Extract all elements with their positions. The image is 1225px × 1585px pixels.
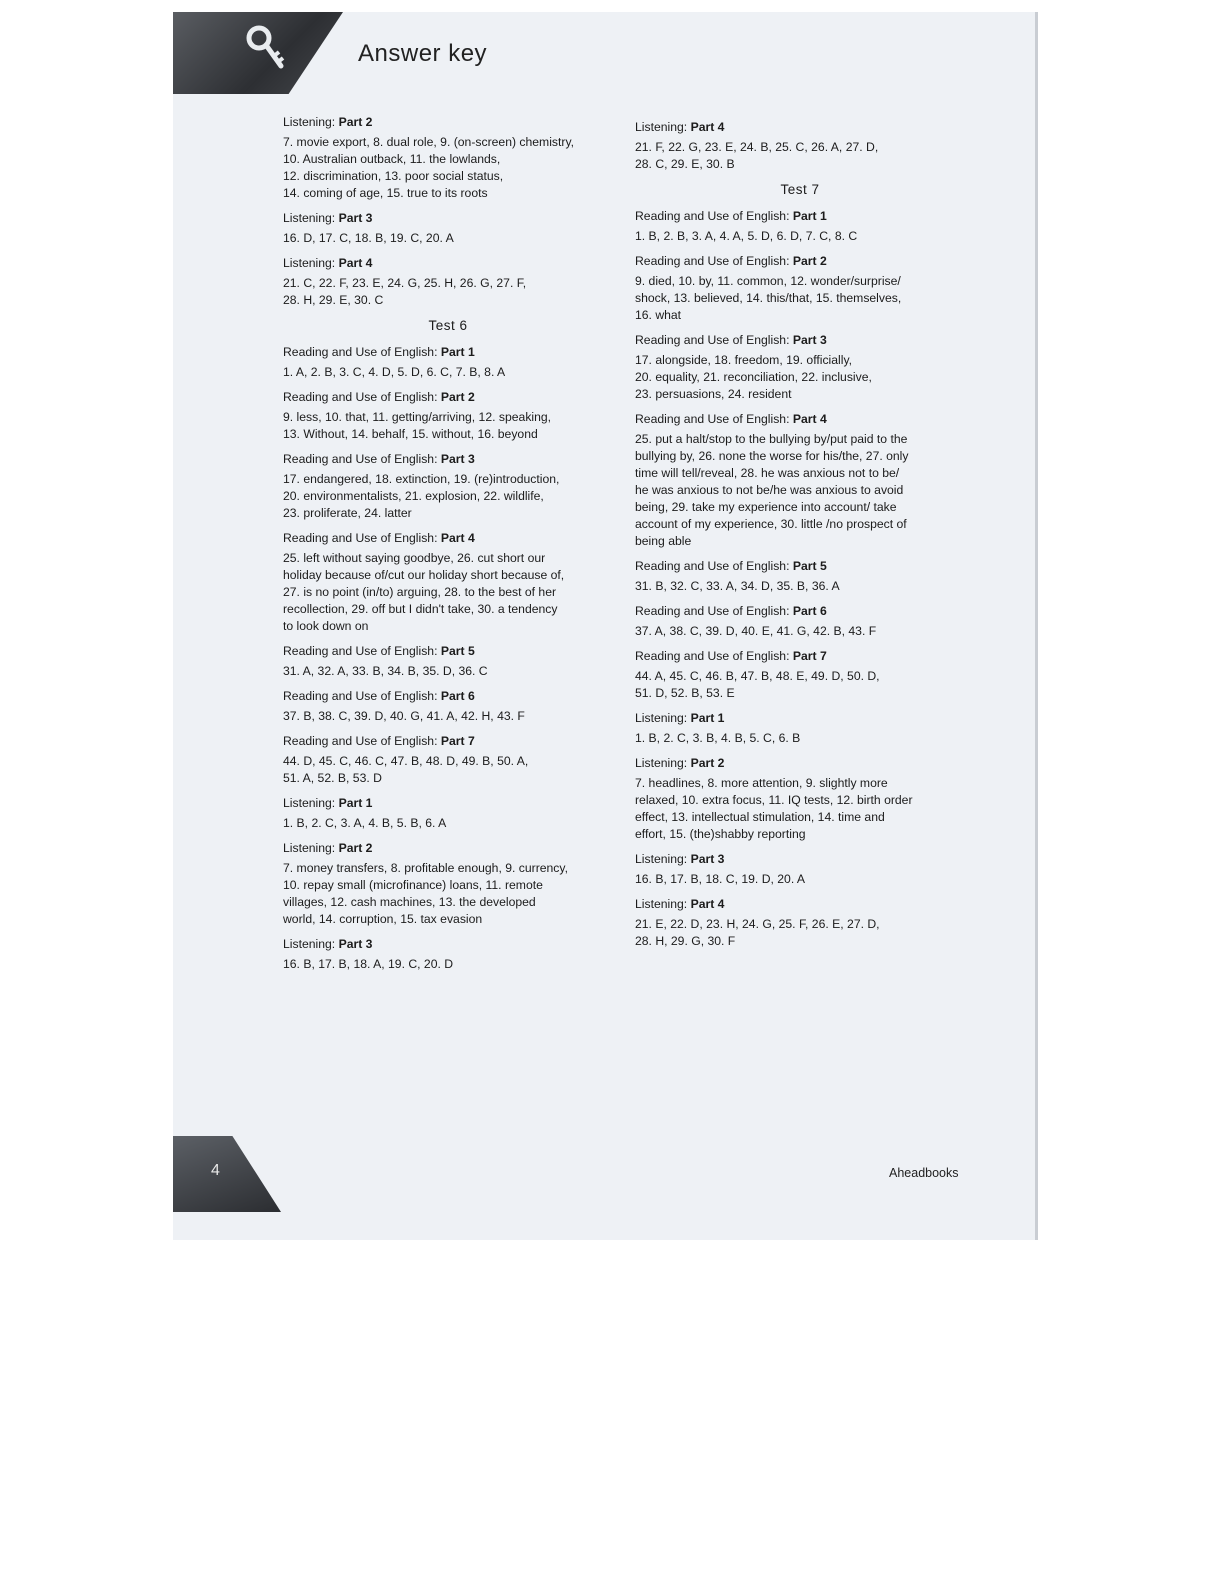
- answer-section: [635, 119, 965, 173]
- heading-part: Part 1: [338, 796, 373, 810]
- heading-part: Part 4: [690, 120, 725, 134]
- section-heading: [635, 208, 965, 225]
- answers-text: 21. E, 22. D, 23. H, 24. G, 25. F, 26. E, 27. D, 28. H, 29. G, 30. F: [635, 917, 880, 948]
- heading-part: Part 4: [440, 531, 475, 545]
- answers-text: 1. B, 2. B, 3. A, 4. A, 5. D, 6. D, 7. C, 8. C: [635, 229, 858, 243]
- heading-part: Part 7: [440, 734, 475, 748]
- section-heading: [283, 389, 613, 406]
- section-heading: [283, 688, 613, 705]
- answer-section: [283, 795, 613, 832]
- section-heading: [635, 411, 965, 428]
- heading-part: Part 1: [440, 345, 475, 359]
- answers-text: 25. left without saying goodbye, 26. cut short our holiday because of/cut our holiday short because of, 27. is no point (in/to) arguing, 28. to the best of her recollection, 29. off but I didn't take, 30. a tendency to look down on: [283, 551, 565, 633]
- heading-label: Reading and Use of English:: [635, 209, 790, 223]
- answer-section: [283, 733, 613, 787]
- section-heading: [283, 344, 613, 361]
- section-heading: [283, 114, 613, 131]
- heading-part: Part 2: [792, 254, 827, 268]
- answer-section: [283, 451, 613, 522]
- heading-label: Listening:: [635, 711, 688, 725]
- heading-part: Part 2: [690, 756, 725, 770]
- answer-section: [635, 896, 965, 950]
- section-heading: [635, 755, 965, 772]
- answer-section: [283, 210, 613, 247]
- heading-part: Part 5: [792, 559, 827, 573]
- heading-label: Listening:: [283, 796, 336, 810]
- heading-label: Listening:: [283, 937, 336, 951]
- heading-label: Reading and Use of English:: [635, 649, 790, 663]
- heading-part: Part 3: [690, 852, 725, 866]
- test-heading: Test 7: [780, 182, 820, 197]
- answer-section: [635, 710, 965, 747]
- footer-brand: Aheadbooks: [889, 1166, 959, 1180]
- scanned-page: [173, 12, 1038, 1240]
- heading-label: Listening:: [283, 211, 336, 225]
- heading-label: Listening:: [283, 115, 336, 129]
- section-heading: [283, 255, 613, 272]
- heading-label: Reading and Use of English:: [283, 689, 438, 703]
- answer-section: [283, 643, 613, 680]
- page-title: Answer key: [358, 40, 488, 67]
- heading-part: Part 1: [792, 209, 827, 223]
- heading-part: Part 3: [338, 211, 373, 225]
- section-heading: [635, 896, 965, 913]
- answer-section: [635, 253, 965, 324]
- answer-section: [635, 411, 965, 550]
- heading-part: Part 3: [792, 333, 827, 347]
- section-heading: [635, 332, 965, 349]
- answers-text: 7. headlines, 8. more attention, 9. slightly more relaxed, 10. extra focus, 11. IQ tests, 12. birth order effect, 13. intellectual stimulation, 14. time and effort, 15. (the)shabby reporting: [635, 776, 913, 841]
- section-heading: [283, 795, 613, 812]
- heading-label: Reading and Use of English:: [283, 345, 438, 359]
- section-heading: [635, 710, 965, 727]
- right-column: [635, 119, 965, 958]
- answer-section: [635, 332, 965, 403]
- answers-text: 16. D, 17. C, 18. B, 19. C, 20. A: [283, 231, 454, 245]
- heading-label: Reading and Use of English:: [283, 734, 438, 748]
- section-heading: [283, 210, 613, 227]
- section-heading: [635, 558, 965, 575]
- section-heading: [283, 643, 613, 660]
- answers-text: 31. A, 32. A, 33. B, 34. B, 35. D, 36. C: [283, 664, 488, 678]
- heading-part: Part 6: [792, 604, 827, 618]
- answers-text: 37. B, 38. C, 39. D, 40. G, 41. A, 42. H, 43. F: [283, 709, 525, 723]
- heading-part: Part 4: [792, 412, 827, 426]
- answer-section: [283, 389, 613, 443]
- footer-decoration: [173, 1136, 281, 1212]
- heading-part: Part 3: [338, 937, 373, 951]
- heading-part: Part 2: [338, 115, 373, 129]
- heading-label: Listening:: [283, 256, 336, 270]
- answer-section: [635, 755, 965, 843]
- section-heading: [283, 840, 613, 857]
- heading-part: Part 2: [338, 841, 373, 855]
- heading-label: Reading and Use of English:: [635, 604, 790, 618]
- answers-text: 17. alongside, 18. freedom, 19. officially, 20. equality, 21. reconciliation, 22. inclusive, 23. persuasions, 24. resident: [635, 353, 872, 401]
- answers-text: 1. B, 2. C, 3. A, 4. B, 5. B, 6. A: [283, 816, 447, 830]
- heading-part: Part 5: [440, 644, 475, 658]
- answers-text: 21. F, 22. G, 23. E, 24. B, 25. C, 26. A, 27. D, 28. C, 29. E, 30. B: [635, 140, 879, 171]
- heading-part: Part 6: [440, 689, 475, 703]
- heading-part: Part 2: [440, 390, 475, 404]
- heading-label: Reading and Use of English:: [283, 531, 438, 545]
- answers-text: 44. A, 45. C, 46. B, 47. B, 48. E, 49. D, 50. D, 51. D, 52. B, 53. E: [635, 669, 880, 700]
- answer-section: [283, 344, 613, 381]
- answer-section: [283, 530, 613, 635]
- heading-part: Part 3: [440, 452, 475, 466]
- heading-part: Part 4: [338, 256, 373, 270]
- section-heading: [635, 648, 965, 665]
- answer-section: [283, 688, 613, 725]
- answer-section: [635, 851, 965, 888]
- heading-label: Reading and Use of English:: [635, 412, 790, 426]
- answers-text: 25. put a halt/stop to the bullying by/put paid to the bullying by, 26. none the worse for his/the, 27. only time will tell/reveal, 28. he was anxious not to be/ he was anxious to not be/he was anxious to avoid being, 29. take my experience into account/ take account of my experience, 30. little /no prospect of being able: [635, 432, 909, 548]
- answers-text: 1. B, 2. C, 3. B, 4. B, 5. C, 6. B: [635, 731, 801, 745]
- heading-part: Part 7: [792, 649, 827, 663]
- section-heading: [283, 733, 613, 750]
- section-heading: [283, 530, 613, 547]
- answers-text: 9. died, 10. by, 11. common, 12. wonder/surprise/ shock, 13. believed, 14. this/that, 15. themselves, 16. what: [635, 274, 902, 322]
- heading-label: Listening:: [635, 897, 688, 911]
- section-heading: [635, 119, 965, 136]
- heading-label: Listening:: [283, 841, 336, 855]
- heading-label: Reading and Use of English:: [283, 452, 438, 466]
- answer-section: [635, 208, 965, 245]
- answer-section: [283, 936, 613, 973]
- heading-label: Listening:: [635, 120, 688, 134]
- heading-label: Reading and Use of English:: [635, 333, 790, 347]
- section-heading: [635, 603, 965, 620]
- heading-part: Part 1: [690, 711, 725, 725]
- answers-text: 16. B, 17. B, 18. C, 19. D, 20. A: [635, 872, 806, 886]
- answers-text: 9. less, 10. that, 11. getting/arriving, 12. speaking, 13. Without, 14. behalf, 15. without, 16. beyond: [283, 410, 552, 441]
- answers-text: 37. A, 38. C, 39. D, 40. E, 41. G, 42. B, 43. F: [635, 624, 877, 638]
- answers-text: 16. B, 17. B, 18. A, 19. C, 20. D: [283, 957, 454, 971]
- page-number: 4: [211, 1162, 220, 1179]
- answer-section: [635, 603, 965, 640]
- section-heading: [283, 451, 613, 468]
- key-icon: [243, 22, 287, 79]
- answer-section: [283, 255, 613, 309]
- heading-label: Reading and Use of English:: [635, 254, 790, 268]
- answers-text: 1. A, 2. B, 3. C, 4. D, 5. D, 6. C, 7. B, 8. A: [283, 365, 506, 379]
- answer-section: [635, 558, 965, 595]
- heading-label: Reading and Use of English:: [635, 559, 790, 573]
- answers-text: 31. B, 32. C, 33. A, 34. D, 35. B, 36. A: [635, 579, 840, 593]
- answer-section: [635, 648, 965, 702]
- heading-label: Reading and Use of English:: [283, 644, 438, 658]
- heading-part: Part 4: [690, 897, 725, 911]
- section-heading: [283, 936, 613, 953]
- left-column: [283, 114, 613, 981]
- answer-section: [283, 114, 613, 202]
- test-heading: Test 6: [428, 318, 468, 333]
- answers-text: 7. money transfers, 8. profitable enough, 9. currency, 10. repay small (microfinance) loans, 11. remote villages, 12. cash machines, 13. the developed world, 14. corruption, 15. tax evasion: [283, 861, 568, 926]
- answers-text: 44. D, 45. C, 46. C, 47. B, 48. D, 49. B, 50. A, 51. A, 52. B, 53. D: [283, 754, 529, 785]
- heading-label: Listening:: [635, 852, 688, 866]
- answers-text: 7. movie export, 8. dual role, 9. (on-screen) chemistry, 10. Australian outback, 11. the lowlands, 12. discrimination, 13. poor social status, 14. coming of age, 15. true to its roots: [283, 135, 575, 200]
- answers-text: 17. endangered, 18. extinction, 19. (re)introduction, 20. environmentalists, 21. explosion, 22. wildlife, 23. proliferate, 24. latter: [283, 472, 560, 520]
- heading-label: Listening:: [635, 756, 688, 770]
- answers-text: 21. C, 22. F, 23. E, 24. G, 25. H, 26. G, 27. F, 28. H, 29. E, 30. C: [283, 276, 527, 307]
- heading-label: Reading and Use of English:: [283, 390, 438, 404]
- section-heading: [635, 253, 965, 270]
- section-heading: [635, 851, 965, 868]
- answer-section: [283, 840, 613, 928]
